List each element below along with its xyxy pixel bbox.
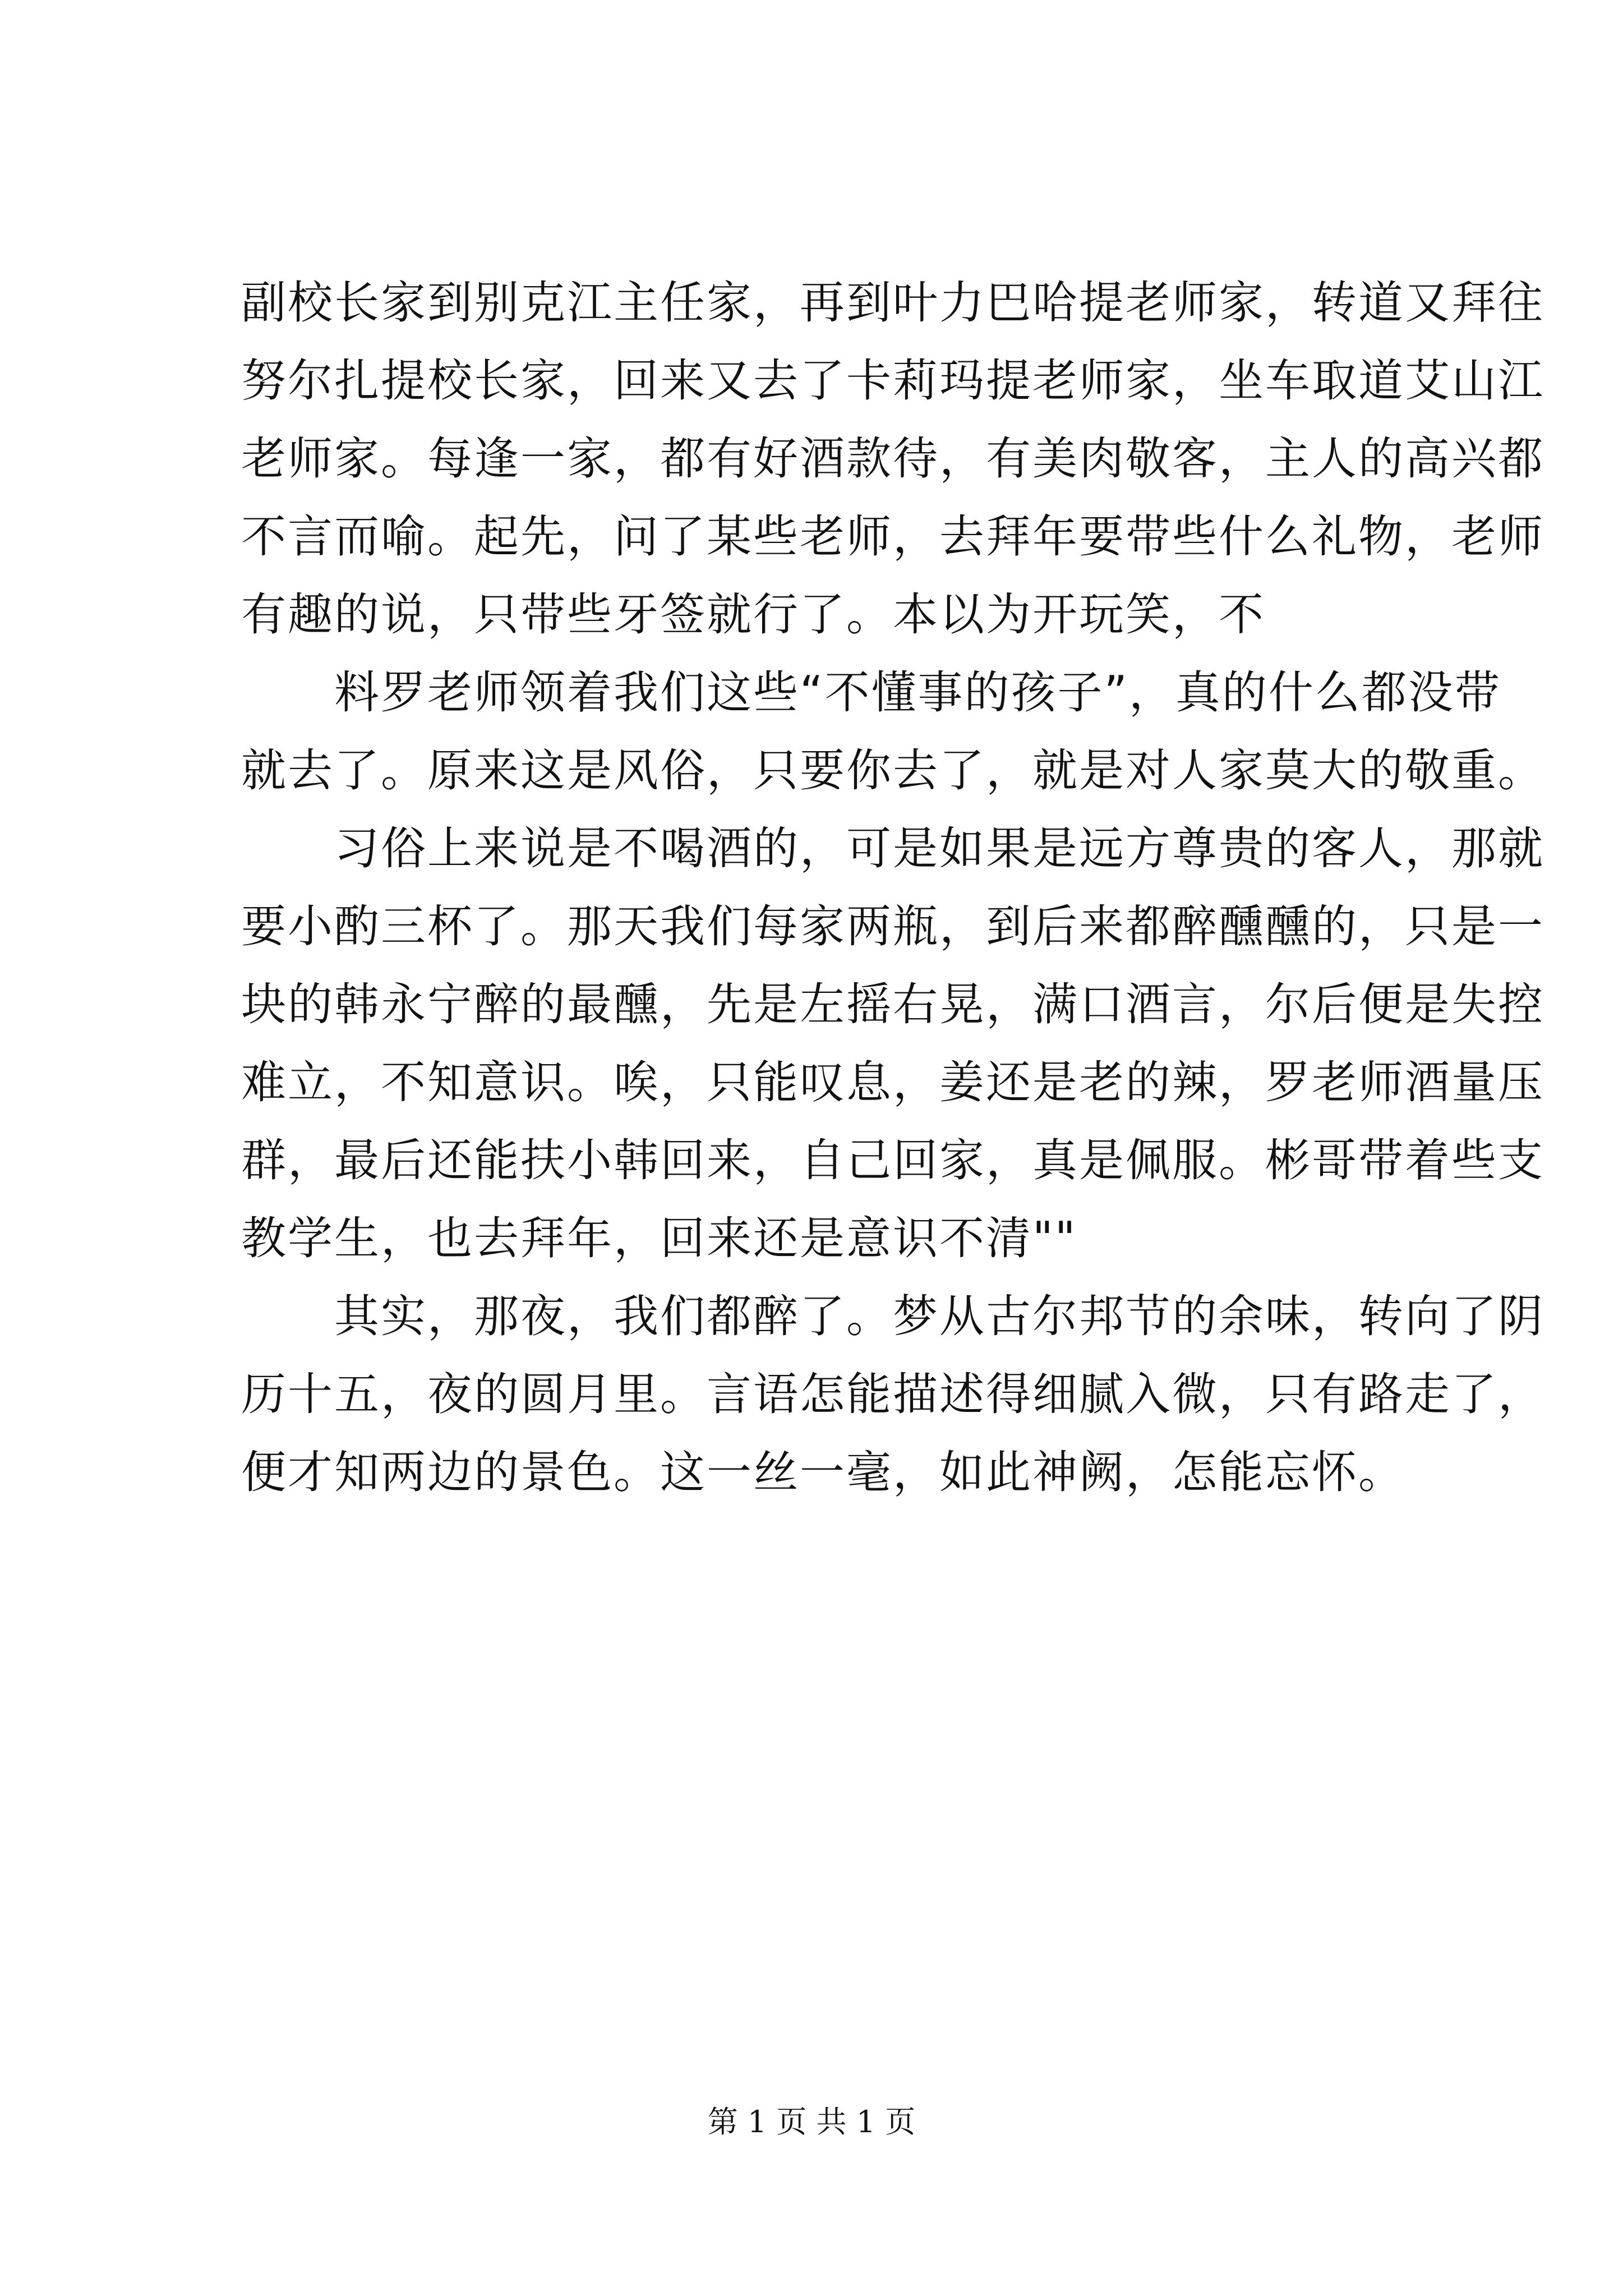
paragraph-3 [241, 809, 1544, 1277]
text-line: 就去了。原来这是风俗，只要你去了，就是对人家莫大的敬重。 [241, 744, 1544, 797]
text-line: 副校长家到别克江主任家，再到叶力巴哈提老师家，转道又拜往 [241, 277, 1544, 329]
text-line: 不言而喻。起先，问了某些老师，去拜年要带些什么礼物，老师 [241, 510, 1544, 563]
text-line: 料罗老师领着我们这些“不懂事的孩子”，真的什么都没带 [241, 666, 1501, 719]
text-line: 难立，不知意识。唉，只能叹息，姜还是老的辣，罗老师酒量压 [241, 1056, 1544, 1108]
text-line: 群，最后还能扶小韩回来，自己回家，真是佩服。彬哥带着些支 [241, 1134, 1544, 1186]
paragraph-1 [241, 264, 1544, 654]
text-line: 努尔扎提校长家，回来又去了卡莉玛提老师家，坐车取道艾山江 [241, 355, 1544, 407]
paragraph-2 [241, 654, 1544, 809]
text-line: 教学生，也去拜年，回来还是意识不清"" [241, 1212, 1077, 1264]
page-footer [0, 2102, 1623, 2142]
text-line: 历十五，夜的圆月里。言语怎能描述得细腻入微，只有路走了， [241, 1368, 1544, 1420]
text-line: 块的韩永宁醉的最醺，先是左摇右晃，满口酒言，尔后便是失控 [241, 978, 1544, 1030]
text-line: 要小酌三杯了。那天我们每家两瓶，到后来都醉醺醺的，只是一 [241, 900, 1544, 953]
text-line: 便才知两边的景色。这一丝一毫，如此神阙，怎能忘怀。 [241, 1446, 1405, 1498]
text-line: 习俗上来说是不喝酒的，可是如果是远方尊贵的客人，那就 [241, 822, 1544, 875]
text-line: 其实，那夜，我们都醉了。梦从古尔邦节的余味，转向了阴 [241, 1290, 1544, 1342]
text-line: 有趣的说，只带些牙签就行了。本以为开玩笑，不 [241, 588, 1265, 641]
paragraph-4 [241, 1277, 1544, 1511]
text-line: 老师家。每逢一家，都有好酒款待，有美肉敬客，主人的高兴都 [241, 432, 1544, 485]
page-number-label: 第 1 页 共 1 页 [707, 2104, 916, 2139]
body-text [241, 264, 1544, 1511]
